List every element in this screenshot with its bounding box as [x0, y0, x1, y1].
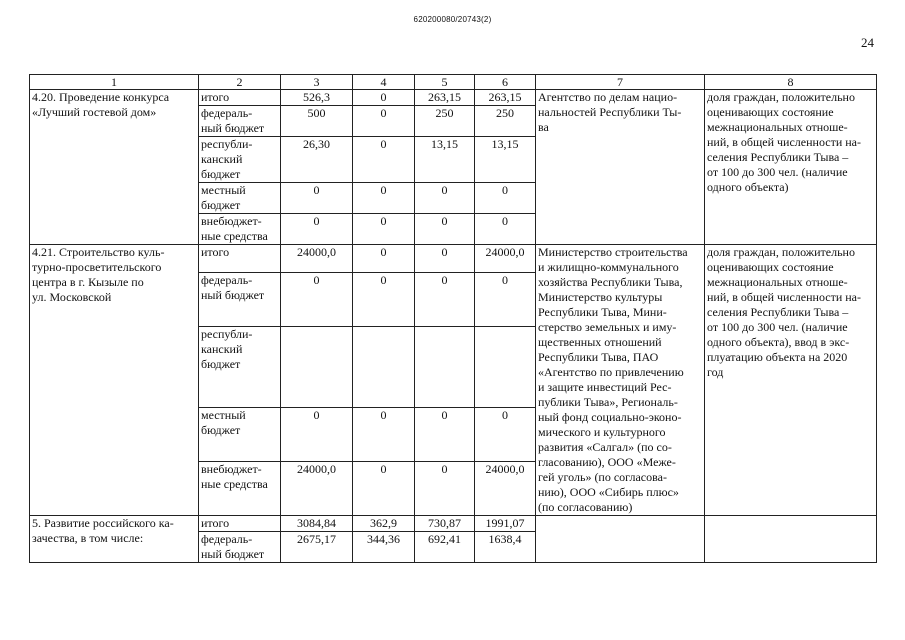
funding-source-cell: республи- канский бюджет [199, 327, 281, 407]
executor-cell: Агентство по делам нацио- нальностей Республики Ты- ва [536, 90, 705, 245]
result-cell: доля граждан, положительно оценивающих состояние межнациональных отноше- ний, в общей численности на- селения Республики Тыва – от 100 до 300 чел. (наличие одного объекта), ввод в экс- плуатацию объекта на 2020 год [705, 245, 877, 516]
amount-cell: 0 [281, 272, 353, 326]
amount-cell: 362,9 [353, 516, 415, 532]
result-cell: доля граждан, положительно оценивающих состояние межнациональных отноше- ний, в общей численности на- селения Республики Тыва – от 100 до 300 чел. (наличие одного объекта) [705, 90, 877, 245]
amount-cell: 0 [475, 407, 536, 461]
funding-source-cell: итого [199, 516, 281, 532]
amount-cell: 692,41 [415, 532, 475, 563]
amount-cell [353, 327, 415, 407]
amount-cell: 0 [415, 245, 475, 273]
amount-cell: 0 [415, 183, 475, 214]
amount-cell: 0 [353, 106, 415, 137]
amount-cell: 263,15 [415, 90, 475, 106]
amount-cell: 0 [475, 214, 536, 245]
funding-source-cell: федераль- ный бюджет [199, 106, 281, 137]
amount-cell: 263,15 [475, 90, 536, 106]
item-name-cell: 4.20. Проведение конкурса «Лучший гостевой дом» [30, 90, 199, 245]
amount-cell: 13,15 [415, 137, 475, 183]
column-header: 2 [199, 75, 281, 90]
amount-cell: 526,3 [281, 90, 353, 106]
amount-cell: 0 [353, 137, 415, 183]
document-id: 620200080/20743(2) [413, 15, 492, 24]
amount-cell: 0 [415, 461, 475, 515]
amount-cell: 13,15 [475, 137, 536, 183]
funding-source-cell: местный бюджет [199, 407, 281, 461]
amount-cell: 24000,0 [475, 245, 536, 273]
amount-cell: 0 [353, 245, 415, 273]
funding-source-cell: внебюджет- ные средства [199, 461, 281, 515]
column-header: 8 [705, 75, 877, 90]
amount-cell: 0 [281, 214, 353, 245]
column-header: 4 [353, 75, 415, 90]
amount-cell: 1638,4 [475, 532, 536, 563]
amount-cell: 500 [281, 106, 353, 137]
amount-cell: 24000,0 [475, 461, 536, 515]
amount-cell: 730,87 [415, 516, 475, 532]
amount-cell: 0 [353, 407, 415, 461]
column-header: 6 [475, 75, 536, 90]
amount-cell: 0 [353, 90, 415, 106]
amount-cell: 0 [353, 214, 415, 245]
amount-cell: 0 [475, 183, 536, 214]
header-row [30, 75, 877, 90]
amount-cell [475, 327, 536, 407]
column-header: 7 [536, 75, 705, 90]
executor-cell: Министерство строительства и жилищно-коммунального хозяйства Республики Тыва, Министерство культуры Республики Тыва, Мини- стерство земельных и иму- щественных отношений Республики Тыва, ПАО «Агентство по привлечению и защите инвестиций Рес- публики Тыва», Региональ- ный фонд социально-эконо- мического и культурного развития «Салгал» (по со- гласованию), ООО «Меже- гей уголь» (по согласова- нию), ООО «Сибирь плюс» (по согласованию) [536, 245, 705, 516]
funding-source-cell: федераль- ный бюджет [199, 532, 281, 563]
amount-cell: 24000,0 [281, 245, 353, 273]
funding-source-cell: федераль- ный бюджет [199, 272, 281, 326]
column-header: 1 [30, 75, 199, 90]
funding-source-cell: местный бюджет [199, 183, 281, 214]
amount-cell [281, 327, 353, 407]
amount-cell: 0 [353, 272, 415, 326]
funding-source-cell: внебюджет- ные средства [199, 214, 281, 245]
executor-cell [536, 516, 705, 563]
amount-cell: 0 [281, 183, 353, 214]
table-row [30, 90, 877, 106]
column-header: 5 [415, 75, 475, 90]
amount-cell: 0 [353, 461, 415, 515]
amount-cell: 0 [353, 183, 415, 214]
amount-cell: 344,36 [353, 532, 415, 563]
amount-cell: 3084,84 [281, 516, 353, 532]
page-number: 24 [861, 35, 874, 50]
column-header: 3 [281, 75, 353, 90]
funding-source-cell: республи- канский бюджет [199, 137, 281, 183]
funding-source-cell: итого [199, 90, 281, 106]
amount-cell [415, 327, 475, 407]
amount-cell: 1991,07 [475, 516, 536, 532]
amount-cell: 250 [475, 106, 536, 137]
funding-source-cell: итого [199, 245, 281, 273]
amount-cell: 2675,17 [281, 532, 353, 563]
item-name-cell: 5. Развитие российского ка- зачества, в том числе: [30, 516, 199, 563]
item-name-cell: 4.21. Строительство куль- турно-просветительского центра в г. Кызыле по ул. Московской [30, 245, 199, 516]
amount-cell: 0 [415, 407, 475, 461]
program-table [29, 74, 877, 563]
amount-cell: 0 [475, 272, 536, 326]
amount-cell: 26,30 [281, 137, 353, 183]
amount-cell: 0 [415, 214, 475, 245]
amount-cell: 24000,0 [281, 461, 353, 515]
amount-cell: 0 [281, 407, 353, 461]
table-row [30, 245, 877, 273]
amount-cell: 0 [415, 272, 475, 326]
table-row [30, 516, 877, 532]
result-cell [705, 516, 877, 563]
amount-cell: 250 [415, 106, 475, 137]
